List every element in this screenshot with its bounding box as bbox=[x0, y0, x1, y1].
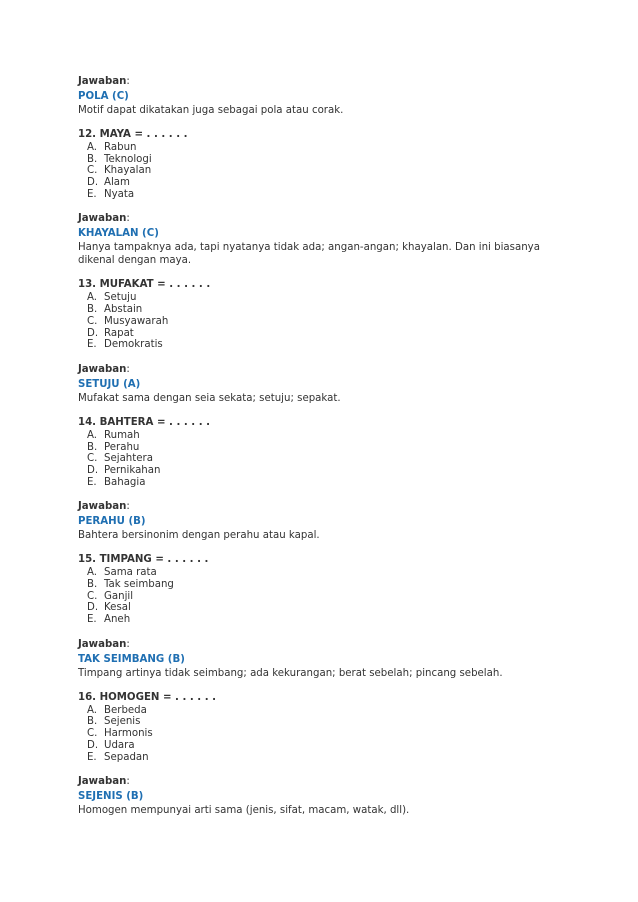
option-item bbox=[78, 477, 578, 489]
answer-explanation: Hanya tampaknya ada, tapi nyatanya tidak ada; angan-angan; khayalan. Dan ini biasanya dikenal dengan maya. bbox=[78, 242, 540, 267]
document-body bbox=[78, 76, 578, 829]
option-key: E. bbox=[87, 188, 97, 200]
option-text: Sepadan bbox=[104, 751, 149, 763]
answer-explanation: Homogen mempunyai arti sama (jenis, sifat, macam, watak, dll). bbox=[78, 805, 410, 817]
option-key: A. bbox=[87, 429, 98, 441]
option-text: Nyata bbox=[104, 188, 135, 200]
option-text: Berbeda bbox=[104, 704, 147, 716]
option-item bbox=[78, 716, 578, 728]
option-item bbox=[78, 752, 578, 764]
answer-value: SEJENIS (B) bbox=[78, 791, 144, 803]
option-text: Sejenis bbox=[104, 716, 141, 728]
option-key: A. bbox=[87, 567, 98, 579]
answer-explanation: Bahtera bersinonim dengan perahu atau kapal. bbox=[78, 530, 320, 542]
option-text: Bahagia bbox=[104, 476, 146, 488]
option-key: C. bbox=[87, 315, 98, 327]
answer-explanation: Mufakat sama dengan seia sekata; setuju; sepakat. bbox=[78, 392, 341, 404]
option-key: D. bbox=[87, 464, 99, 476]
option-text: Harmonis bbox=[104, 728, 153, 740]
option-text: Musyawarah bbox=[104, 315, 169, 327]
question-title: 12. MAYA = . . . . . . bbox=[78, 129, 188, 140]
option-list bbox=[78, 567, 578, 625]
option-key: B. bbox=[87, 304, 98, 316]
option-text: Ganjil bbox=[104, 590, 134, 602]
option-key: A. bbox=[87, 292, 98, 304]
option-key: B. bbox=[87, 579, 98, 590]
option-text: Sama rata bbox=[104, 567, 157, 579]
answer-value: PERAHU (B) bbox=[78, 516, 146, 528]
option-key: D. bbox=[87, 602, 99, 614]
answer-heading: Jawaban: bbox=[78, 76, 130, 87]
option-text: Khayalan bbox=[104, 165, 152, 177]
option-item bbox=[78, 430, 578, 442]
option-item bbox=[78, 453, 578, 465]
answer-heading: Jawaban: bbox=[78, 638, 130, 650]
option-key: C. bbox=[87, 165, 98, 177]
answer-heading: Jawaban: bbox=[78, 363, 130, 375]
option-text: Rumah bbox=[104, 429, 140, 441]
question-title: 13. MUFAKAT = . . . . . . bbox=[78, 279, 211, 291]
option-key: E. bbox=[87, 339, 97, 351]
answer-value: POLA (C) bbox=[78, 91, 129, 102]
option-key: B. bbox=[87, 441, 98, 453]
question-title: 14. BAHTERA = . . . . . . bbox=[78, 416, 210, 428]
option-item bbox=[78, 442, 578, 454]
option-list bbox=[78, 292, 578, 350]
option-item bbox=[78, 567, 578, 579]
option-text: Perahu bbox=[104, 441, 140, 453]
question-title: 15. TIMPANG = . . . . . . bbox=[78, 554, 209, 566]
option-item bbox=[78, 189, 578, 201]
option-key: E. bbox=[87, 751, 97, 763]
option-item bbox=[78, 292, 578, 304]
option-item bbox=[78, 154, 578, 166]
option-key: D. bbox=[87, 739, 99, 751]
option-item bbox=[78, 165, 578, 177]
option-key: C. bbox=[87, 590, 98, 602]
option-item bbox=[78, 740, 578, 752]
option-key: B. bbox=[87, 716, 98, 728]
option-item bbox=[78, 728, 578, 740]
option-text: Kesal bbox=[104, 602, 131, 614]
option-key: C. bbox=[87, 728, 98, 740]
question-list bbox=[78, 129, 578, 829]
answer-value: SETUJU (A) bbox=[78, 378, 141, 390]
option-key: D. bbox=[87, 327, 99, 339]
option-item bbox=[78, 328, 578, 340]
option-list bbox=[78, 142, 578, 200]
option-list bbox=[78, 705, 578, 763]
option-text: Sejahtera bbox=[104, 453, 153, 465]
option-item bbox=[78, 602, 578, 614]
option-item bbox=[78, 304, 578, 316]
answer-explanation: Motif dapat dikatakan juga sebagai pola atau corak. bbox=[78, 105, 344, 116]
option-item bbox=[78, 579, 578, 591]
option-key: A. bbox=[87, 142, 98, 153]
answer-value: KHAYALAN (C) bbox=[78, 228, 159, 240]
option-key: D. bbox=[87, 177, 99, 189]
option-item bbox=[78, 316, 578, 328]
option-text: Udara bbox=[104, 739, 135, 751]
option-key: E. bbox=[87, 476, 97, 488]
option-item bbox=[78, 177, 578, 189]
option-list bbox=[78, 430, 578, 488]
option-key: E. bbox=[87, 614, 97, 626]
option-item bbox=[78, 705, 578, 717]
option-key: A. bbox=[87, 704, 98, 716]
option-text: Abstain bbox=[104, 304, 143, 316]
option-item bbox=[78, 465, 578, 477]
option-text: Aneh bbox=[104, 614, 131, 626]
option-key: B. bbox=[87, 153, 98, 165]
option-item bbox=[78, 339, 578, 351]
option-item bbox=[78, 591, 578, 603]
question-title: 16. HOMOGEN = . . . . . . bbox=[78, 691, 217, 703]
answer-explanation: Timpang artinya tidak seimbang; ada kekurangan; berat sebelah; pincang sebelah. bbox=[78, 667, 503, 679]
answer-value: TAK SEIMBANG (B) bbox=[78, 653, 185, 665]
option-text: Teknologi bbox=[104, 153, 152, 165]
option-text: Demokratis bbox=[104, 339, 163, 351]
option-text: Setuju bbox=[104, 292, 137, 304]
option-key: C. bbox=[87, 453, 98, 465]
option-text: Rapat bbox=[104, 327, 134, 339]
option-item bbox=[78, 142, 578, 154]
answer-heading: Jawaban: bbox=[78, 501, 130, 513]
answer-heading: Jawaban: bbox=[78, 213, 130, 225]
option-item bbox=[78, 614, 578, 626]
answer-heading: Jawaban: bbox=[78, 776, 130, 788]
option-text: Alam bbox=[104, 177, 130, 189]
option-text: Pernikahan bbox=[104, 464, 161, 476]
option-text: Rabun bbox=[104, 142, 137, 153]
option-text: Tak seimbang bbox=[104, 579, 174, 590]
